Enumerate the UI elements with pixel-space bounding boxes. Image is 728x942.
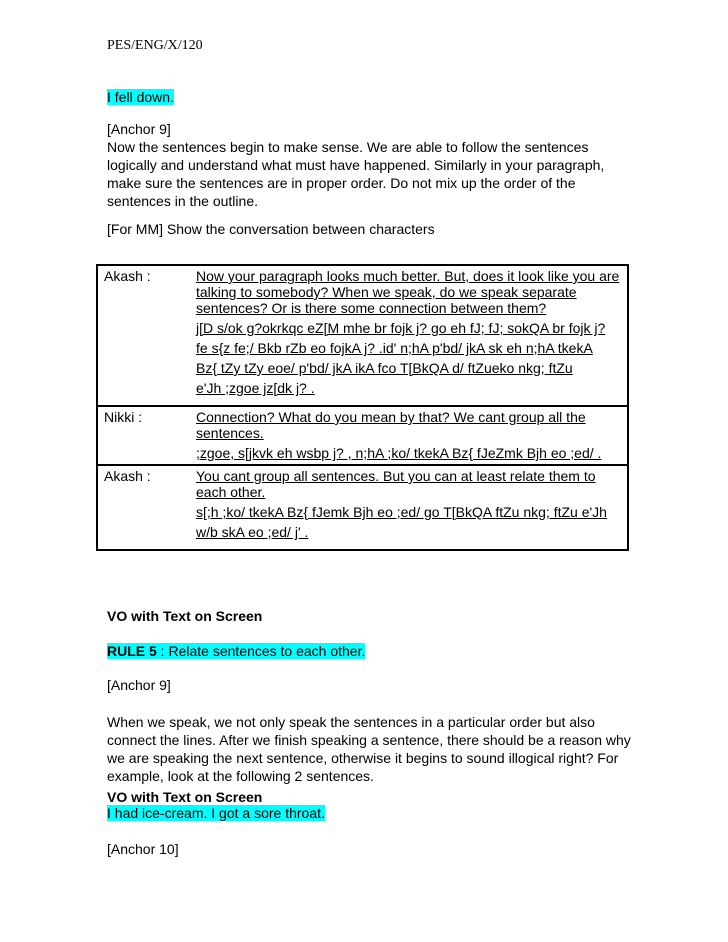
dialogue-row: [97, 465, 628, 550]
vo-heading-text: VO with Text on Screen: [107, 789, 263, 805]
example-highlight: I had ice-cream. I got a sore throat.: [107, 805, 325, 821]
vo-heading-text: VO with Text on Screen: [107, 608, 263, 624]
translation-line: e'Jh ;zgoe jz[dk j? .: [196, 380, 315, 396]
translation-line: fe s{z fe;/ Bkb rZb eo fojkA j? .id' n;hA p'bd/ jkA sk eh n;hA tkekA: [196, 340, 593, 356]
translation-line: ;zgoe, s[jkvk eh wsbp j? , n;hA ;ko/ tkekA Bz{ fJeZmk Bjh eo ;ed/ .: [196, 445, 602, 461]
intro-line: [107, 88, 632, 106]
dialogue-text: [190, 465, 628, 550]
document-code: PES/ENG/X/120: [107, 38, 203, 53]
anchor-9-label: [Anchor 9]: [107, 677, 171, 693]
dialogue-text: [190, 406, 628, 465]
body-paragraph: When we speak, we not only speak the sentences in a particular order but also connect the lines. After we finish speaking a sentence, there should be a reason why we are speaking the next sentence, otherwise it begins to sound illogical right? For example, look at the following 2 sentences.: [107, 714, 631, 784]
rule-line: [107, 642, 632, 660]
intro-paragraph: Now the sentences begin to make sense. We are able to follow the sentences logically and understand what must have happened. Similarly in your paragraph, make sure the sentences are in proper order. Do not mix up the order of the sentences in the outline.: [107, 139, 605, 209]
english-line: You cant group all sentences. But you can at least relate them to each other.: [196, 468, 596, 500]
rule-text: : Relate sentences to each other.: [156, 643, 366, 659]
translation-line: j[D s/ok g?okrkqc eZ[M mhe br fojk j? go eh fJ; fJ; sokQA br fojk j?: [196, 320, 606, 336]
intro-highlight: I fell down.: [107, 89, 174, 105]
translation-line: w/b skA eo ;ed/ j' .: [196, 524, 309, 540]
rule-label: RULE 5: [107, 643, 157, 659]
speaker-name: Nikki :: [97, 406, 190, 465]
dialogue-text: [190, 265, 628, 406]
speaker-name: Akash :: [104, 268, 151, 284]
speaker-name: Akash :: [97, 465, 190, 550]
dialogue-row: [97, 265, 628, 406]
vo-heading: [107, 607, 632, 625]
anchor-10-label: [Anchor 10]: [107, 841, 179, 857]
translation-line: s[;h ;ko/ tkekA Bz{ fJemk Bjh eo ;ed/ go T[BkQA ftZu nkg; ftZu e'Jh: [196, 504, 607, 520]
english-line: Now your paragraph looks much better. But, does it look like you are talking to somebody? When we speak, do we speak separate sentences? Or is there some connection between them?: [196, 268, 620, 316]
rule-highlight: [107, 643, 365, 659]
translation-line: Bz{ tZy tZy eoe/ p'bd/ jkA ikA fco T[BkQA d/ ftZueko nkg; ftZu: [196, 360, 573, 376]
example-line: [107, 804, 632, 822]
dialogue-table: [96, 264, 629, 551]
anchor-9-label: [Anchor 9]: [107, 121, 171, 137]
english-line: Connection? What do you mean by that? We cant group all the sentences.: [196, 409, 586, 441]
mm-note: [For MM] Show the conversation between characters: [107, 221, 435, 237]
dialogue-row: [97, 406, 628, 465]
